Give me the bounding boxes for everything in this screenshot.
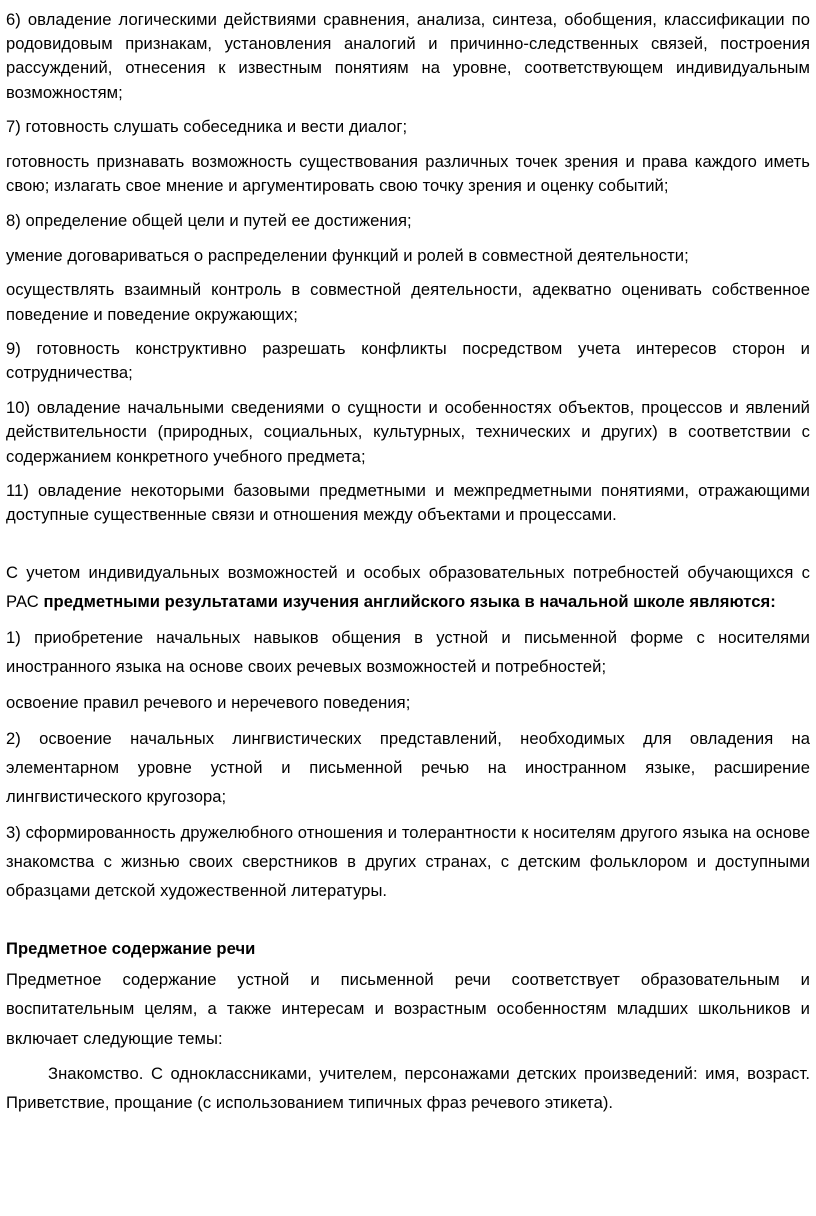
subject-results-section bbox=[6, 558, 810, 1117]
list-item: 6) овладение логическими действиями сравнения, анализа, синтеза, обобщения, классификации по родовидовым признакам, установления аналогий и причинно-следственных связей, построения рассуждений, отнесения к известным понятиям на уровне, соответствующем индивидуальным возможностям; bbox=[6, 10, 810, 102]
list-item: 7) готовность слушать собеседника и вести диалог; bbox=[6, 117, 408, 137]
section-heading: Предметное содержание речи bbox=[6, 938, 256, 958]
metasubject-results-list bbox=[6, 8, 810, 528]
section-paragraph: Предметное содержание устной и письменной речи соответствует образовательным и воспитательным целям, а также интересам и возрастным особенностям младших школьников и включает следующие темы: bbox=[6, 970, 810, 1048]
intro-bold: предметными результатами изучения английского языка в начальной школе являются: bbox=[43, 592, 776, 612]
list-item: осуществлять взаимный контроль в совместной деятельности, адекватно оценивать собственное поведение и поведение окружающих; bbox=[6, 280, 810, 324]
intro-paragraph bbox=[6, 558, 810, 616]
list-item: 3) сформированность дружелюбного отношения и толерантности к носителям другого языка на основе знакомства с жизнью своих сверстников в других странах, с детским фольклором и доступными образцами детской художественной литературы. bbox=[6, 822, 810, 901]
intro-lead: С учетом индивидуальных возможностей и особых образовательных потребностей обучающихся с РАС bbox=[6, 563, 810, 612]
list-item: 9) готовность конструктивно разрешать конфликты посредством учета интересов сторон и сотрудничества; bbox=[6, 339, 810, 383]
list-item: 8) определение общей цели и путей ее достижения; bbox=[6, 210, 412, 230]
topic-paragraph: Знакомство. С одноклассниками, учителем, персонажами детских произведений: имя, возраст. Приветствие, прощание (с использованием типичных фраз речевого этикета). bbox=[6, 1064, 810, 1113]
list-item: умение договариваться о распределении функций и ролей в совместной деятельности; bbox=[6, 245, 689, 265]
spacer bbox=[6, 912, 810, 934]
list-item: освоение правил речевого и неречевого поведения; bbox=[6, 692, 411, 712]
list-item: 2) освоение начальных лингвистических представлений, необходимых для овладения на элементарном уровне устной и письменной речью на иностранном языке, расширение лингвистического кругозора; bbox=[6, 728, 810, 807]
spacer bbox=[6, 538, 810, 558]
list-item: 1) приобретение начальных навыков общения в устной и письменной форме с носителями иностранного языка на основе своих речевых возможностей и потребностей; bbox=[6, 628, 810, 677]
list-item: 11) овладение некоторыми базовыми предметными и межпредметными понятиями, отражающими доступные существенные связи и отношения между объектами и процессами. bbox=[6, 481, 810, 525]
list-item: готовность признавать возможность существования различных точек зрения и права каждого иметь свою; излагать свое мнение и аргументировать свою точку зрения и оценку событий; bbox=[6, 152, 810, 196]
list-item: 10) овладение начальными сведениями о сущности и особенностях объектов, процессов и явлений действительности (природных, социальных, культурных, технических и других) в соответствии с содержанием конкретного учебного предмета; bbox=[6, 398, 810, 466]
